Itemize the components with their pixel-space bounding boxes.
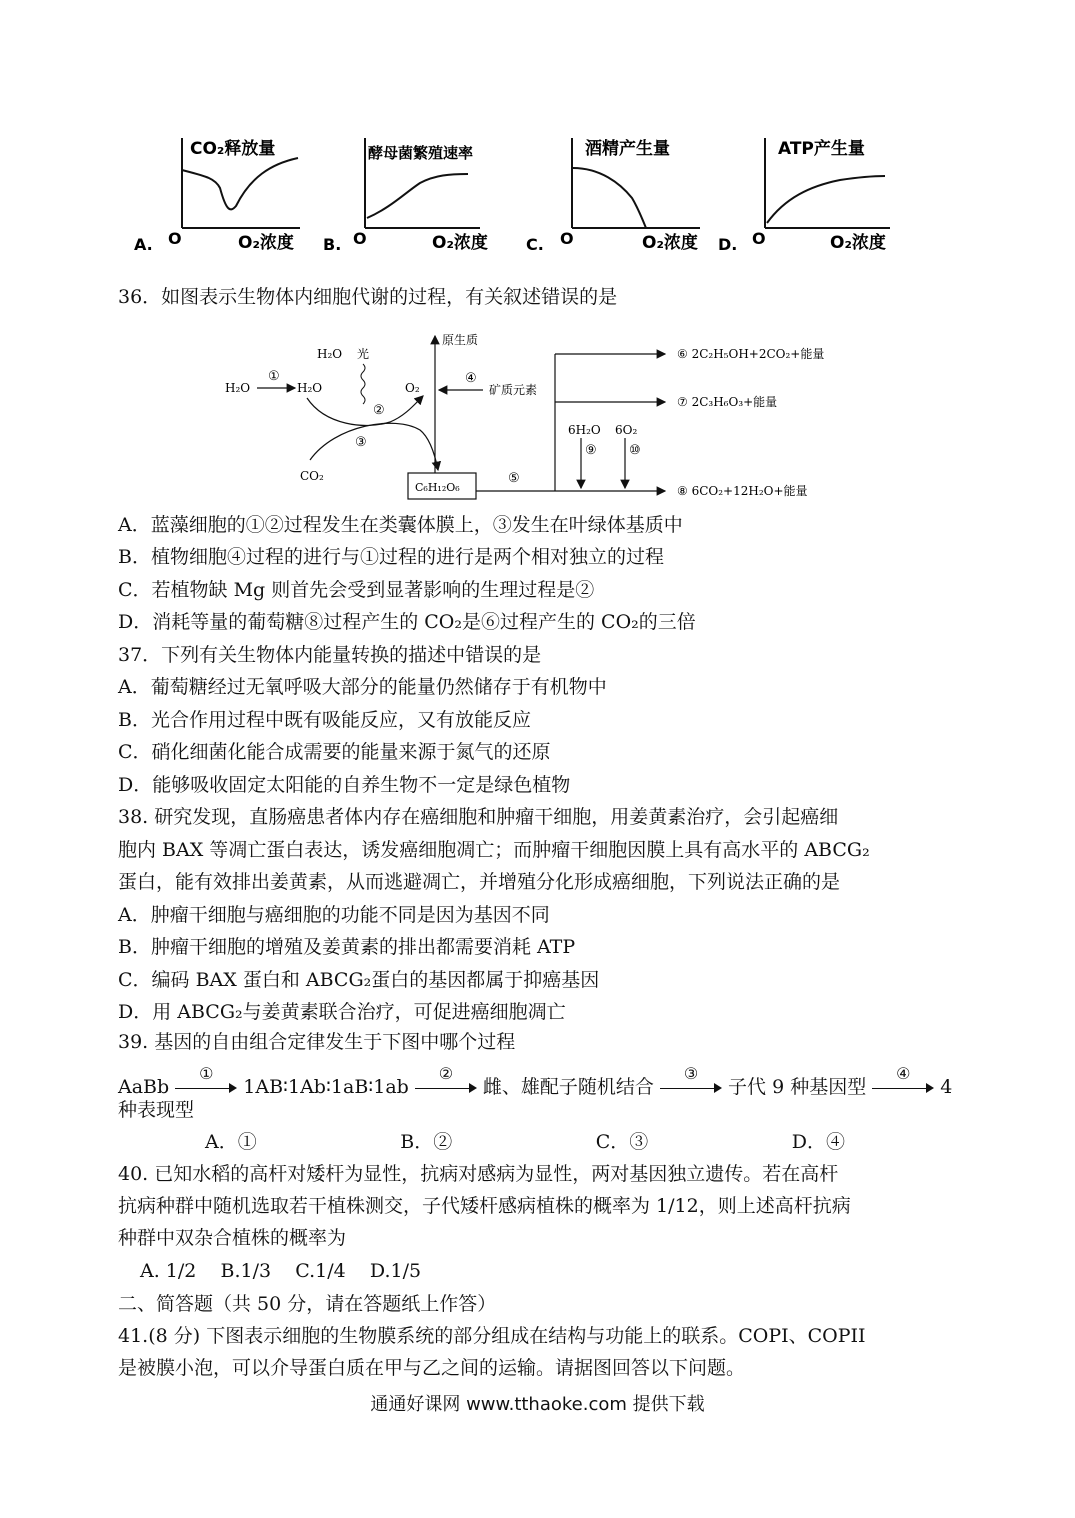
circle-9: ⑨ — [585, 443, 597, 458]
q41-line1: 41.(8 分) 下图表示细胞的生物膜系统的部分组成在结构与功能上的联系。COPI、COPII — [118, 1325, 866, 1347]
q39-chain — [118, 1064, 953, 1099]
output-8: ⑧ 6CO₂+12H₂O+能量 — [677, 484, 808, 498]
protoplasm-label: 原生质 — [442, 333, 479, 347]
chain-step-2: 雌、雄配子随机结合 — [482, 1076, 654, 1098]
graph-a-ylabel: CO₂释放量 — [190, 139, 276, 159]
chain-arrow-3-label: ③ — [683, 1064, 699, 1083]
graph-c-option: C. — [526, 235, 544, 254]
section-2-heading: 二、简答题（共 50 分，请在答题纸上作答） — [118, 1293, 497, 1315]
circle-3: ③ — [355, 435, 367, 450]
circle-1: ① — [268, 369, 280, 384]
circle-5: ⑤ — [508, 471, 520, 486]
six-o2-label: 6O₂ — [615, 423, 638, 437]
chain-arrow-3 — [660, 1064, 722, 1098]
q40-stem-line2: 抗病种群中随机选取若干植株测交，子代矮杆感病植株的概率为 1/12，则上述高杆抗病 — [118, 1195, 851, 1217]
graph-a-option: A. — [134, 235, 153, 254]
q40-stem-line3: 种群中双杂合植株的概率为 — [118, 1227, 347, 1249]
chain-arrow-1-label: ① — [199, 1064, 214, 1083]
q39-option-c: C．③ — [595, 1131, 649, 1153]
output-6: ⑥ 2C₂H₅OH+2CO₂+能量 — [677, 347, 825, 361]
q39-option-b: B．② — [400, 1131, 453, 1153]
q41-line2: 是被膜小泡，可以介导蛋白质在甲与乙之间的运输。请据图回答以下问题。 — [118, 1357, 746, 1379]
q38-option-b: B．肿瘤干细胞的增殖及姜黄素的排出都需要消耗 ATP — [118, 936, 576, 958]
q38-stem-line2: 胞内 BAX 等凋亡蛋白表达，诱发癌细胞凋亡；而肿瘤干细胞因膜上具有高水平的 ABCG₂ — [118, 839, 870, 861]
q36-option-c: C．若植物缺 Mg 则首先会受到显著影响的生理过程是② — [118, 579, 595, 601]
graph-a — [134, 138, 300, 254]
graph-d-xlabel: O₂浓度 — [830, 233, 886, 253]
q37-stem: 37．下列有关生物体内能量转换的描述中错误的是 — [118, 644, 542, 666]
h2o-mid: H₂O — [297, 381, 323, 395]
graph-b — [323, 138, 488, 254]
graph-a-xlabel: O₂浓度 — [238, 233, 294, 253]
graph-b-ylabel: 酵母菌繁殖速率 — [368, 144, 474, 162]
graph-c-xlabel: O₂浓度 — [642, 233, 698, 253]
q36-option-b: B．植物细胞④过程的进行与①过程的进行是两个相对独立的过程 — [118, 546, 664, 568]
q38-option-d: D．用 ABCG₂与姜黄素联合治疗，可促进癌细胞凋亡 — [118, 1001, 566, 1023]
chain-arrow-1 — [175, 1064, 237, 1098]
graph-c-origin: O — [560, 229, 574, 248]
chain-arrow-2-label: ② — [438, 1064, 454, 1083]
q38-option-a: A．肿瘤干细胞与癌细胞的功能不同是因为基因不同 — [118, 904, 550, 926]
graph-d-option: D. — [718, 235, 738, 254]
graph-b-origin: O — [353, 229, 367, 248]
q38-stem-line3: 蛋白，能有效排出姜黄素，从而逃避凋亡，并增殖分化形成癌细胞，下列说法正确的是 — [118, 871, 841, 893]
q37-option-b: B．光合作用过程中既有吸能反应，又有放能反应 — [118, 709, 531, 731]
q36-option-a: A．蓝藻细胞的①②过程发生在类囊体膜上，③发生在叶绿体基质中 — [118, 514, 683, 536]
circle-4: ④ — [465, 371, 477, 386]
q38-option-c: C．编码 BAX 蛋白和 ABCG₂蛋白的基因都属于抑癌基因 — [118, 969, 600, 991]
chain-step-4: 4 — [940, 1076, 953, 1098]
q39-option-d: D．④ — [791, 1131, 845, 1153]
graph-d-ylabel: ATP产生量 — [778, 139, 865, 159]
q36-stem: 36．如图表示生物体内细胞代谢的过程，有关叙述错误的是 — [118, 286, 618, 308]
glucose-label: C₆H₁₂O₆ — [415, 481, 460, 494]
chain-step-1: 1AB∶1Ab∶1aB∶1ab — [243, 1076, 409, 1098]
q39-stem: 39. 基因的自由组合定律发生于下图中哪个过程 — [118, 1031, 516, 1053]
footer: 通通好课网 www.tthaoke.com 提供下载 — [370, 1394, 705, 1415]
six-h2o-label: 6H₂O — [568, 423, 601, 437]
circle-2: ② — [373, 403, 385, 418]
q37-option-c: C．硝化细菌化能合成需要的能量来源于氮气的还原 — [118, 741, 551, 763]
circle-10: ⑩ — [629, 443, 641, 458]
q37-option-d: D．能够吸收固定太阳能的自养生物不一定是绿色植物 — [118, 774, 571, 796]
graph-d — [718, 138, 890, 254]
output-7: ⑦ 2C₃H₆O₃+能量 — [677, 395, 778, 409]
chain-arrow-4-label: ④ — [896, 1064, 911, 1083]
graph-c — [526, 138, 700, 254]
o2-label: O₂ — [405, 381, 420, 395]
co2-label: CO₂ — [300, 469, 324, 483]
chain-start: AaBb — [118, 1076, 170, 1098]
metabolism-diagram — [225, 330, 865, 510]
chain-arrow-2 — [415, 1064, 477, 1098]
q39-chain-line2: 种表现型 — [118, 1099, 195, 1121]
q39-option-a: A．① — [205, 1131, 257, 1153]
minerals-label: 矿质元素 — [489, 383, 538, 397]
h2o-top: H₂O — [317, 347, 343, 361]
option-graphs — [120, 128, 910, 258]
graph-d-origin: O — [752, 229, 766, 248]
light-label: 光 — [357, 347, 370, 361]
graph-b-option: B. — [323, 235, 342, 254]
q38-stem-line1: 38. 研究发现，直肠癌患者体内存在癌细胞和肿瘤干细胞，用姜黄素治疗，会引起癌细 — [118, 806, 839, 828]
q39-options — [205, 1128, 845, 1156]
q37-option-a: A．葡萄糖经过无氧呼吸大部分的能量仍然储存于有机物中 — [118, 676, 607, 698]
chain-arrow-4 — [872, 1064, 934, 1098]
q40-options: A. 1/2 B.1/3 C.1/4 D.1/5 — [140, 1260, 422, 1282]
graph-b-xlabel: O₂浓度 — [432, 233, 488, 253]
graph-c-ylabel: 酒精产生量 — [585, 139, 670, 159]
q36-option-d: D．消耗等量的葡萄糖⑧过程产生的 CO₂是⑥过程产生的 CO₂的三倍 — [118, 611, 696, 633]
q40-stem-line1: 40. 已知水稻的高杆对矮杆为显性，抗病对感病为显性，两对基因独立遗传。若在高杆 — [118, 1163, 839, 1185]
h2o-left: H₂O — [225, 381, 251, 395]
graph-a-origin: O — [168, 229, 182, 248]
chain-step-3: 子代 9 种基因型 — [728, 1076, 867, 1098]
